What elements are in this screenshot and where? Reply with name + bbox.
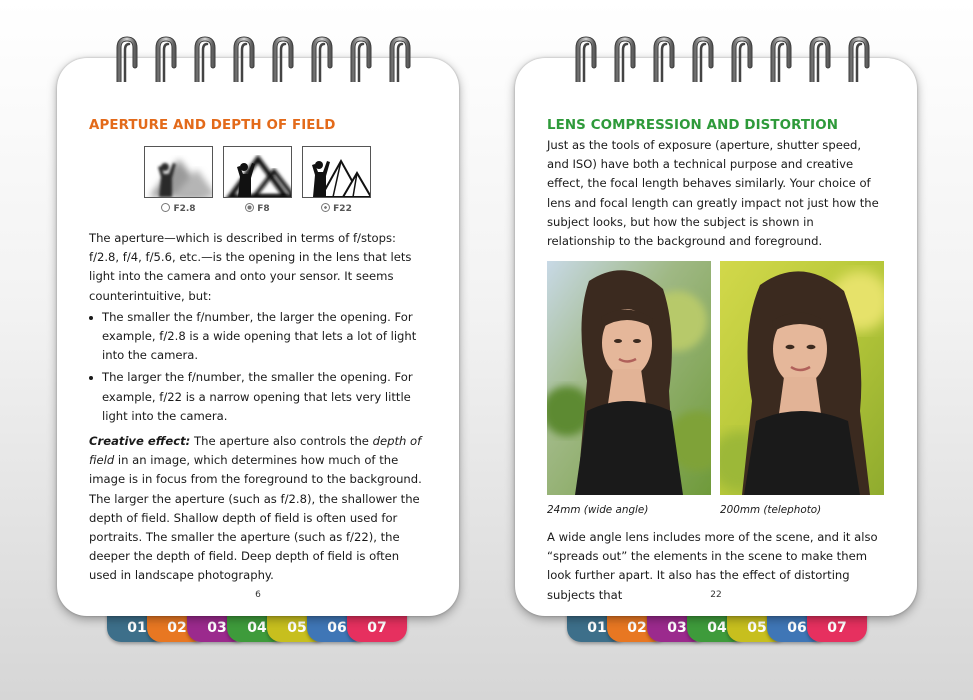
chapter-tab-07[interactable]: 07 (807, 606, 867, 642)
chapter-tab-03[interactable]: 03 (187, 606, 247, 642)
chapter-tab-01[interactable]: 01 (567, 606, 627, 642)
spiral-ring-icon (154, 36, 178, 82)
page-number: 6 (255, 590, 261, 600)
chapter-tab-06[interactable]: 06 (767, 606, 827, 642)
aperture-label-f8: F8 (223, 203, 292, 214)
creative-effect-paragraph: Creative effect: The aperture also controls the depth of field in an image, which determines how much of the image is in focus from the foreground to the background. The larger the aperture (such as f/2.8), the shallower the depth of field. Shallow depth of field is often used for portraits. The smaller the aperture (such as f/22), the deeper the depth of field. Deep depth of field is often used in landscape photography. (89, 434, 422, 583)
spiral-ring-icon (193, 36, 217, 82)
chapter-tab-02[interactable]: 02 (607, 606, 667, 642)
chapter-tab-02[interactable]: 02 (147, 606, 207, 642)
aperture-f8-illustration (223, 146, 292, 198)
aperture-intro: The aperture—which is described in terms of f/stops: f/2.8, f/4, f/5.6, etc.—is the opening in the lens that lets light into the camera and onto your sensor. It seems counterintuitive, but: (89, 231, 412, 303)
wide-angle-photo (547, 261, 711, 495)
portrait-wide-image (547, 261, 711, 495)
telephoto-caption: 200mm (telephoto) (720, 504, 822, 516)
chapter-tab-04[interactable]: 04 (687, 606, 747, 642)
aperture-label-f22: F22 (302, 203, 371, 214)
spiral-ring-icon (232, 36, 256, 82)
semi-sharp-mountain-icon (224, 147, 292, 198)
spiral-ring-icon (847, 36, 871, 82)
wide-angle-caption: 24mm (wide angle) (547, 504, 649, 516)
page-number: 22 (710, 590, 722, 600)
right-outro: A wide angle lens includes more of the scene, and it also “spreads out” the elements in the scene to make them look further apart. It also has the effect of distorting subjects that (547, 530, 878, 602)
spiral-ring-icon (574, 36, 598, 82)
blurred-mountain-icon (145, 147, 213, 198)
left-page (57, 58, 459, 616)
spiral-ring-icon (769, 36, 793, 82)
spiral-ring-icon (310, 36, 334, 82)
aperture-bullet-list (89, 308, 425, 426)
right-heading: LENS COMPRESSION AND DISTORTION (547, 118, 839, 133)
spiral-ring-icon (808, 36, 832, 82)
spiral-ring-icon (691, 36, 715, 82)
left-heading: APERTURE AND DEPTH OF FIELD (89, 118, 336, 133)
chapter-tab-05[interactable]: 05 (727, 606, 787, 642)
chapter-tab-07[interactable]: 07 (347, 606, 407, 642)
depth-of-field-term: depth of field (89, 434, 422, 468)
list-item: The smaller the f/number, the larger the opening. For example, f/2.8 is a wide opening that lets a lot of light into the camera. (89, 308, 425, 366)
aperture-diagram (144, 146, 374, 216)
right-intro: Just as the tools of exposure (aperture, shutter speed, and ISO) have both a technical purpose and creative effect, the focal length behaves similarly. Your choice of lens and focal length can greatly impact not just how the subject looks, but how the subject is shown in relationship to the background and foreground. (547, 138, 879, 249)
spiral-ring-icon (652, 36, 676, 82)
spiral-ring-icon (613, 36, 637, 82)
right-page (515, 58, 917, 616)
telephoto-photo (720, 261, 884, 495)
sharp-mountain-icon (303, 147, 371, 198)
portrait-telephoto-image (720, 261, 884, 495)
chapter-tab-05[interactable]: 05 (267, 606, 327, 642)
spiral-ring-icon (271, 36, 295, 82)
spiral-ring-icon (115, 36, 139, 82)
creative-effect-label: Creative effect: (89, 434, 191, 449)
aperture-dot-icon (321, 203, 330, 212)
chapter-tab-04[interactable]: 04 (227, 606, 287, 642)
spiral-ring-icon (730, 36, 754, 82)
chapter-tab-03[interactable]: 03 (647, 606, 707, 642)
aperture-label-f28: F2.8 (144, 203, 213, 214)
aperture-f28-illustration (144, 146, 213, 198)
aperture-dot-icon (161, 203, 170, 212)
chapter-tab-06[interactable]: 06 (307, 606, 367, 642)
aperture-f22-illustration (302, 146, 371, 198)
spiral-ring-icon (388, 36, 412, 82)
spiral-ring-icon (349, 36, 373, 82)
list-item: The larger the f/number, the smaller the opening. For example, f/22 is a narrow opening that lets very little light into the camera. (89, 368, 425, 426)
chapter-tab-01[interactable]: 01 (107, 606, 167, 642)
left-body (89, 229, 425, 586)
aperture-dot-icon (245, 203, 254, 212)
